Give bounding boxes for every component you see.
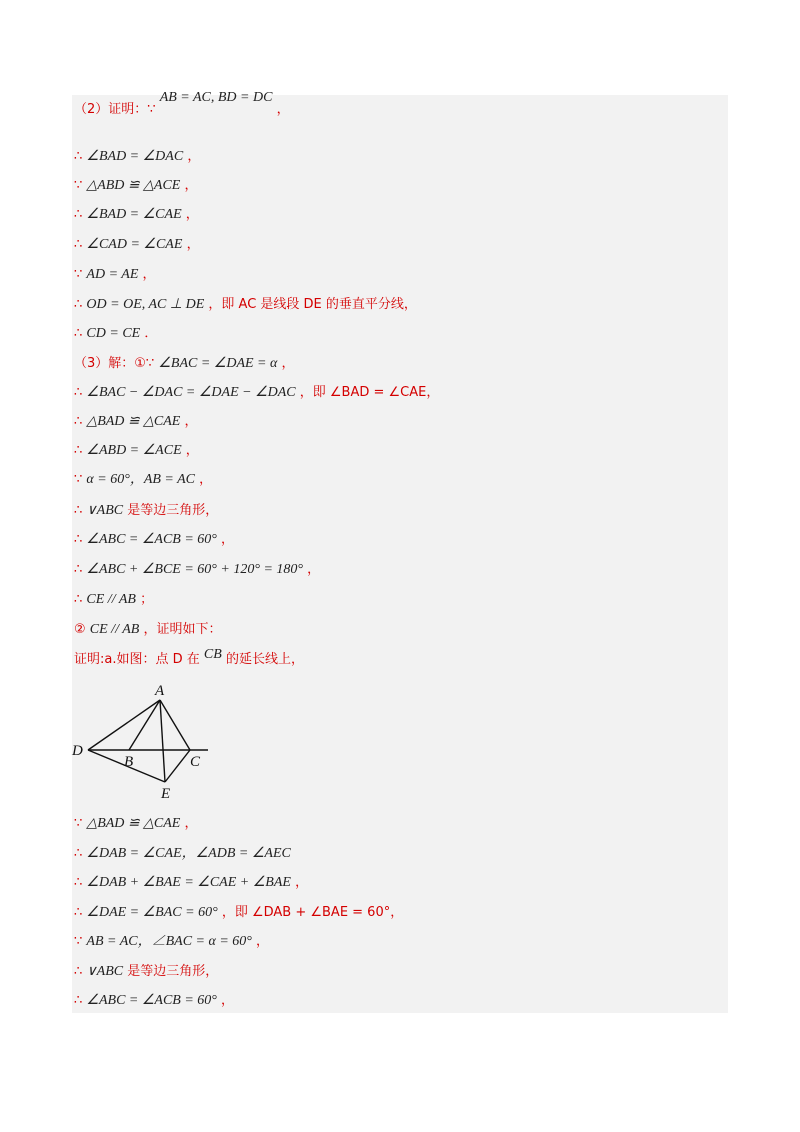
proof-line-4 <box>74 206 199 224</box>
line-prefix: ∴ <box>74 414 83 429</box>
line-math: ∠CAD = ∠CAE <box>86 237 183 252</box>
line-prefix: ∵ <box>74 816 83 831</box>
line-suffix: ， <box>184 816 198 831</box>
line-prefix: ∴ <box>74 207 83 222</box>
proof-line-23 <box>74 904 403 922</box>
line-math: OD = OE, AC ⊥ DE <box>86 297 205 312</box>
proof-line-9 <box>74 355 295 373</box>
line-DA <box>88 700 160 750</box>
line-math: ∠BAC = ∠DAE = α <box>158 356 278 371</box>
line-suffix: 是等边三角形， <box>127 503 219 518</box>
proof-line-16 <box>74 561 320 579</box>
line-prefix: ∵ <box>74 934 83 949</box>
line-math: ∠BAD = ∠CAE <box>86 207 182 222</box>
line-prefix: （3）解：①∵ <box>74 356 155 371</box>
line-suffix: ， <box>199 472 213 487</box>
line-suffix: ， <box>281 356 295 371</box>
line-suffix: ，证明如下： <box>143 622 222 637</box>
line-prefix: ∴ <box>74 993 83 1008</box>
proof-line-14 <box>74 502 218 520</box>
line-suffix: ， <box>276 102 290 117</box>
line-math: ∠DAB + ∠BAE = ∠CAE + ∠BAE <box>86 875 291 890</box>
line-prefix: ∵ <box>74 472 83 487</box>
line-math: CE // AB <box>89 622 140 637</box>
line-prefix: ∴ <box>74 443 83 458</box>
line-math: ∠DAB = ∠CAE，∠ADB = ∠AEC <box>86 846 291 861</box>
line-prefix: ∴ <box>74 964 83 979</box>
line-math: ∨ABC <box>86 964 124 979</box>
line-prefix: 证明:a.如图：点 D 在 <box>74 652 200 667</box>
line-math: CD = CE <box>86 326 141 341</box>
line-math: ∠ABC + ∠BCE = 60° + 120° = 180° <box>86 562 303 577</box>
line-prefix: ∵ <box>74 178 83 193</box>
line-AC <box>160 700 190 750</box>
line-suffix: ，即 ∠DAB + ∠BAE = 60°， <box>221 905 404 920</box>
line-prefix: ∴ <box>74 237 83 252</box>
line-prefix: ② <box>74 622 86 637</box>
line-math: △BAD ≌ △CAE <box>86 816 181 831</box>
line-suffix: ， <box>186 237 200 252</box>
proof-line-2 <box>74 148 200 166</box>
proof-line-18 <box>74 621 221 639</box>
line-prefix: ∴ <box>74 326 83 341</box>
label-B: B <box>124 754 134 770</box>
line-math: ∠BAC − ∠DAC = ∠DAE − ∠DAC <box>86 385 296 400</box>
line-suffix: ． <box>144 326 158 341</box>
line-math: ∠BAD = ∠DAC <box>86 149 184 164</box>
line-suffix: ， <box>185 207 199 222</box>
line-math: AB = AC，∠BAC = α = 60° <box>86 934 252 949</box>
triangle-figure <box>68 682 218 802</box>
line-suffix: ， <box>295 875 309 890</box>
label-E: E <box>161 786 171 802</box>
proof-line-8 <box>74 325 157 343</box>
proof-line-15 <box>74 531 234 549</box>
line-math: ∠ABD = ∠ACE <box>86 443 182 458</box>
proof-line-19 <box>74 647 304 669</box>
line-math: △BAD ≌ △CAE <box>86 414 181 429</box>
line-prefix: ∴ <box>74 385 83 400</box>
line-AB <box>129 700 160 750</box>
proof-line-7 <box>74 296 417 314</box>
line-suffix: ； <box>140 592 154 607</box>
line-suffix: ，即 ∠BAD = ∠CAE， <box>299 385 440 400</box>
line-prefix: ∴ <box>74 905 83 920</box>
line-prefix: ∴ <box>74 562 83 577</box>
line-AE <box>160 700 165 782</box>
proof-line-20 <box>74 815 198 833</box>
proof-line-21 <box>74 845 291 863</box>
line-suffix: ， <box>256 934 270 949</box>
line-math: ∠DAE = ∠BAC = 60° <box>86 905 218 920</box>
line-suffix: ， <box>307 562 321 577</box>
proof-line-22 <box>74 874 308 892</box>
line-suffix: 是等边三角形， <box>127 964 219 979</box>
proof-line-3 <box>74 177 198 195</box>
proof-line-12 <box>74 442 199 460</box>
line-prefix: ∴ <box>74 503 83 518</box>
line-prefix: ∴ <box>74 532 83 547</box>
line-suffix: ， <box>221 993 235 1008</box>
line-suffix: ， <box>185 443 199 458</box>
line-math: AB = AC, BD = DC <box>159 90 273 105</box>
line-prefix: （2）证明：∵ <box>74 102 156 117</box>
line-suffix: ， <box>142 267 156 282</box>
line-math: α = 60°，AB = AC <box>86 472 196 487</box>
line-suffix: 的延长线上， <box>225 652 304 667</box>
line-math: ∨ABC <box>86 503 124 518</box>
line-suffix: ， <box>187 149 201 164</box>
line-math: ∠ABC = ∠ACB = 60° <box>86 993 217 1008</box>
proof-line-1 <box>74 90 290 119</box>
label-D: D <box>72 743 83 759</box>
line-prefix: ∴ <box>74 846 83 861</box>
proof-line-5 <box>74 236 200 254</box>
line-suffix: ，即 AC 是线段 DE 的垂直平分线， <box>208 297 417 312</box>
line-prefix: ∴ <box>74 592 83 607</box>
line-EC <box>165 750 190 782</box>
line-prefix: ∴ <box>74 875 83 890</box>
line-suffix: ， <box>184 414 198 429</box>
proof-line-24 <box>74 933 269 951</box>
label-A: A <box>155 683 165 699</box>
line-suffix: ， <box>221 532 235 547</box>
proof-line-25 <box>74 963 218 981</box>
proof-line-26 <box>74 992 234 1010</box>
proof-line-11 <box>74 413 198 431</box>
proof-line-6 <box>74 266 156 284</box>
line-prefix: ∴ <box>74 149 83 164</box>
line-prefix: ∴ <box>74 297 83 312</box>
line-math: CE // AB <box>86 592 136 607</box>
proof-line-17 <box>74 591 153 609</box>
line-math: △ABD ≌ △ACE <box>86 178 181 193</box>
line-math: CB <box>203 647 222 662</box>
line-prefix: ∵ <box>74 267 83 282</box>
proof-line-10 <box>74 384 439 402</box>
line-math: ∠ABC = ∠ACB = 60° <box>86 532 217 547</box>
line-math: AD = AE <box>86 267 139 282</box>
proof-line-13 <box>74 471 212 489</box>
label-C: C <box>190 754 201 770</box>
line-suffix: ， <box>184 178 198 193</box>
